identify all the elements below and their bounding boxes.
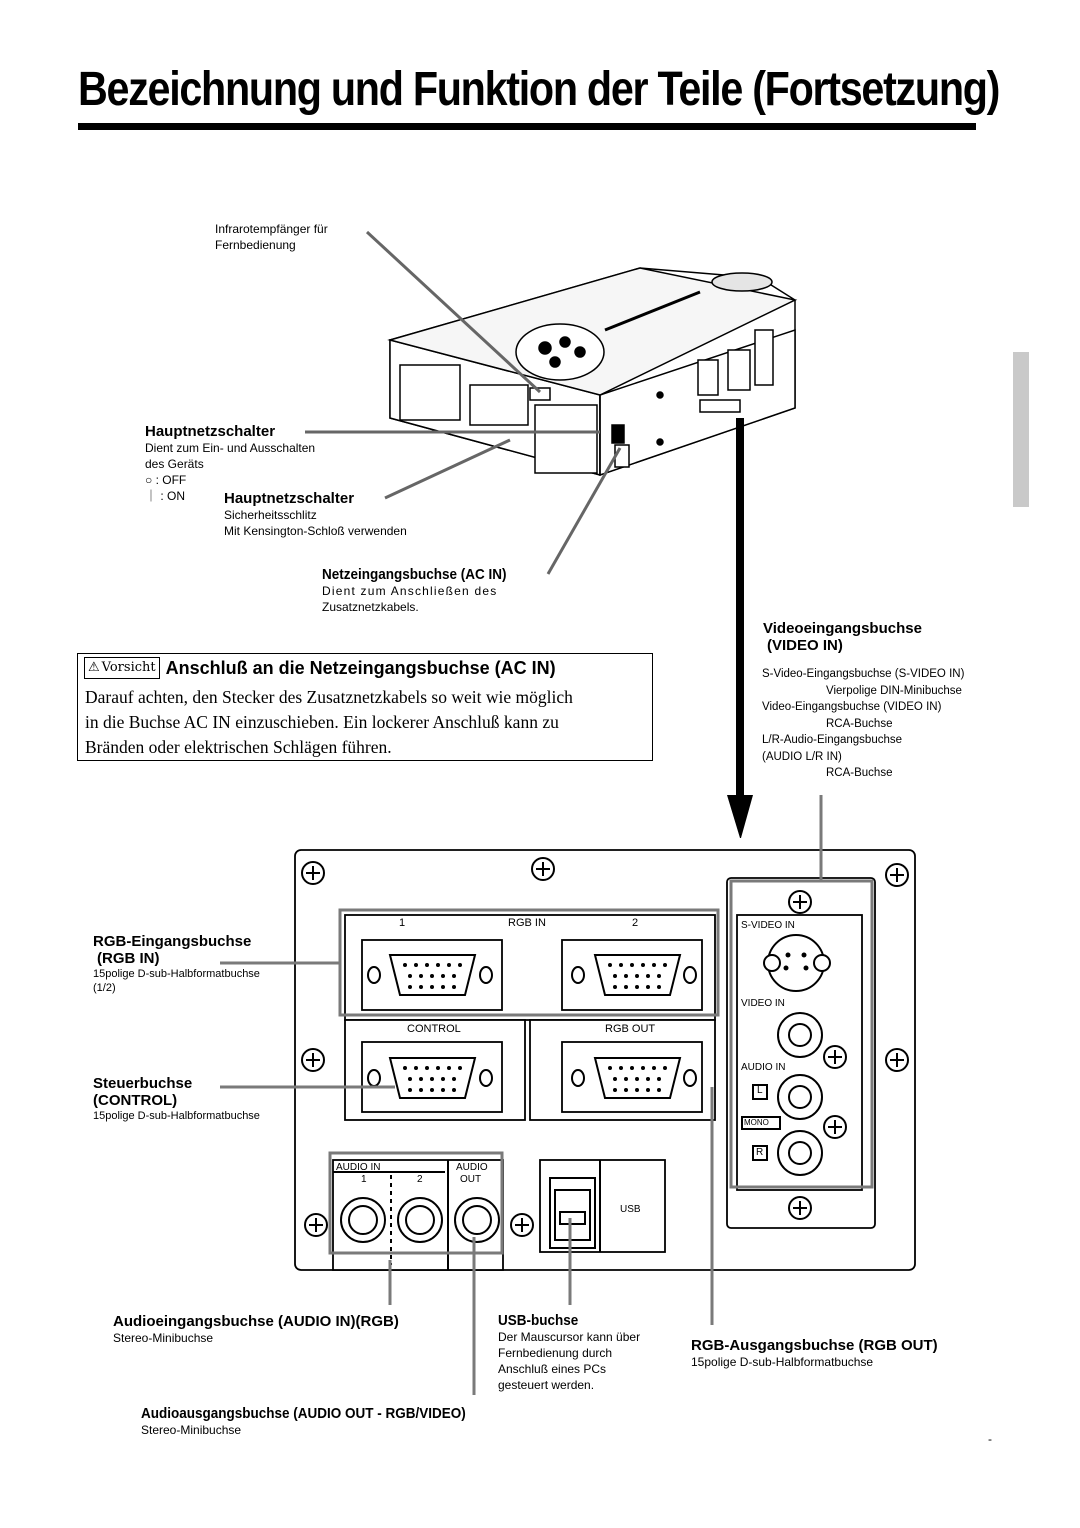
off-circle-icon: ○	[145, 473, 153, 487]
panel-label-audio-out-2: OUT	[460, 1174, 482, 1185]
panel-label-rgb-in-1: 1	[399, 917, 406, 929]
callout-rgb-out: RGB-Ausgangsbuchse (RGB OUT) 15polige D-sub-Halbformatbuchse	[691, 1337, 938, 1369]
callout-ir-receiver: Infrarotempfänger für Fernbedienung	[215, 222, 328, 252]
warning-triangle-icon: ⚠	[88, 660, 100, 675]
off-indicator: ○ : OFF	[145, 473, 187, 487]
panel-label-audio-r: R	[756, 1147, 764, 1158]
panel-label-audio-in-right: AUDIO IN	[741, 1062, 786, 1073]
on-indicator: ｜ : ON	[145, 489, 186, 503]
panel-label-audio-in-bottom: AUDIO IN	[336, 1162, 381, 1173]
panel-label-audio-in-2: 2	[417, 1174, 423, 1185]
callout-audio-in: Audioeingangsbuchse (AUDIO IN)(RGB) Stereo-Minibuchse	[113, 1313, 399, 1345]
callout-main-switch: Hauptnetzschalter Dient zum Ein- und Ausschalten des Geräts ○ : OFF ｜ : ON	[145, 423, 316, 503]
warning-text: Darauf achten, den Stecker des Zusatznetzkabels so weit wie möglich in die Buchse AC IN einzuschieben. Ein lockerer Anschluß kann zu Bränden oder elektrischen Schlägen führen.	[85, 687, 573, 757]
panel-label-audio-out: AUDIO	[456, 1162, 488, 1173]
warning-header	[84, 657, 556, 679]
callout-video-in-details: S-Video-Eingangsbuchse (S-VIDEO IN) Vierpolige DIN-Minibuchse Video-Eingangsbuchse (VIDEO IN) RCA-Buchse L/R-Audio-Eingangsbuchse (AUDIO L/R IN) RCA-Buchse	[762, 668, 965, 779]
callout-security-slot: Hauptnetzschalter Sicherheitsschlitz Mit Kensington-Schloß verwenden	[224, 490, 407, 538]
projector-body	[390, 268, 795, 475]
callout-audio-out: Audioausgangsbuchse (AUDIO OUT - RGB/VIDEO) Stereo-Minibuchse	[141, 1405, 466, 1437]
panel-label-audio-l: L	[757, 1085, 763, 1096]
page-number: -	[988, 1432, 992, 1446]
vorsicht-badge: ⚠ Vorsicht	[84, 657, 160, 679]
panel-label-usb: USB	[620, 1204, 641, 1215]
panel-label-rgb-in: RGB IN	[508, 917, 546, 929]
callout-usb: USB-buchse Der Mauscursor kann über Fernbedienung durch Anschluß eines PCs gesteuert werden.	[498, 1312, 641, 1392]
down-arrow	[727, 418, 753, 838]
callout-ac-in-title: Netzeingangsbuchse (AC IN)	[322, 566, 507, 583]
callout-control: Steuerbuchse (CONTROL) 15polige D-sub-Halbformatbuchse	[93, 1075, 260, 1122]
panel-label-svideo-in: S-VIDEO IN	[741, 920, 795, 931]
panel-label-rgb-out: RGB OUT	[605, 1023, 656, 1035]
warning-title: Anschluß an die Netzeingangsbuchse (AC IN)	[165, 657, 556, 678]
panel-label-control: CONTROL	[407, 1023, 461, 1035]
panel-label-rgb-in-2: 2	[632, 917, 639, 929]
panel-label-audio-in-1: 1	[361, 1174, 367, 1185]
callout-main-switch-title: Hauptnetzschalter	[145, 423, 276, 440]
page-title: Bezeichnung und Funktion der Teile (Fortsetzung)	[78, 63, 1000, 116]
callout-ac-in: Netzeingangsbuchse (AC IN) Dient zum Anschließen des Zusatznetzkabels.	[322, 566, 546, 615]
callout-rgb-in: RGB-Eingangsbuchse (RGB IN) 15polige D-sub-Halbformatbuchse (1/2)	[93, 933, 260, 994]
panel-label-video-in: VIDEO IN	[741, 998, 785, 1009]
panel-label-mono: MONO	[744, 1118, 769, 1127]
on-bar-icon: ｜	[145, 489, 158, 503]
callout-video-in: Videoeingangsbuchse (VIDEO IN)	[763, 620, 922, 654]
callout-security-slot-title: Hauptnetzschalter	[224, 490, 355, 507]
